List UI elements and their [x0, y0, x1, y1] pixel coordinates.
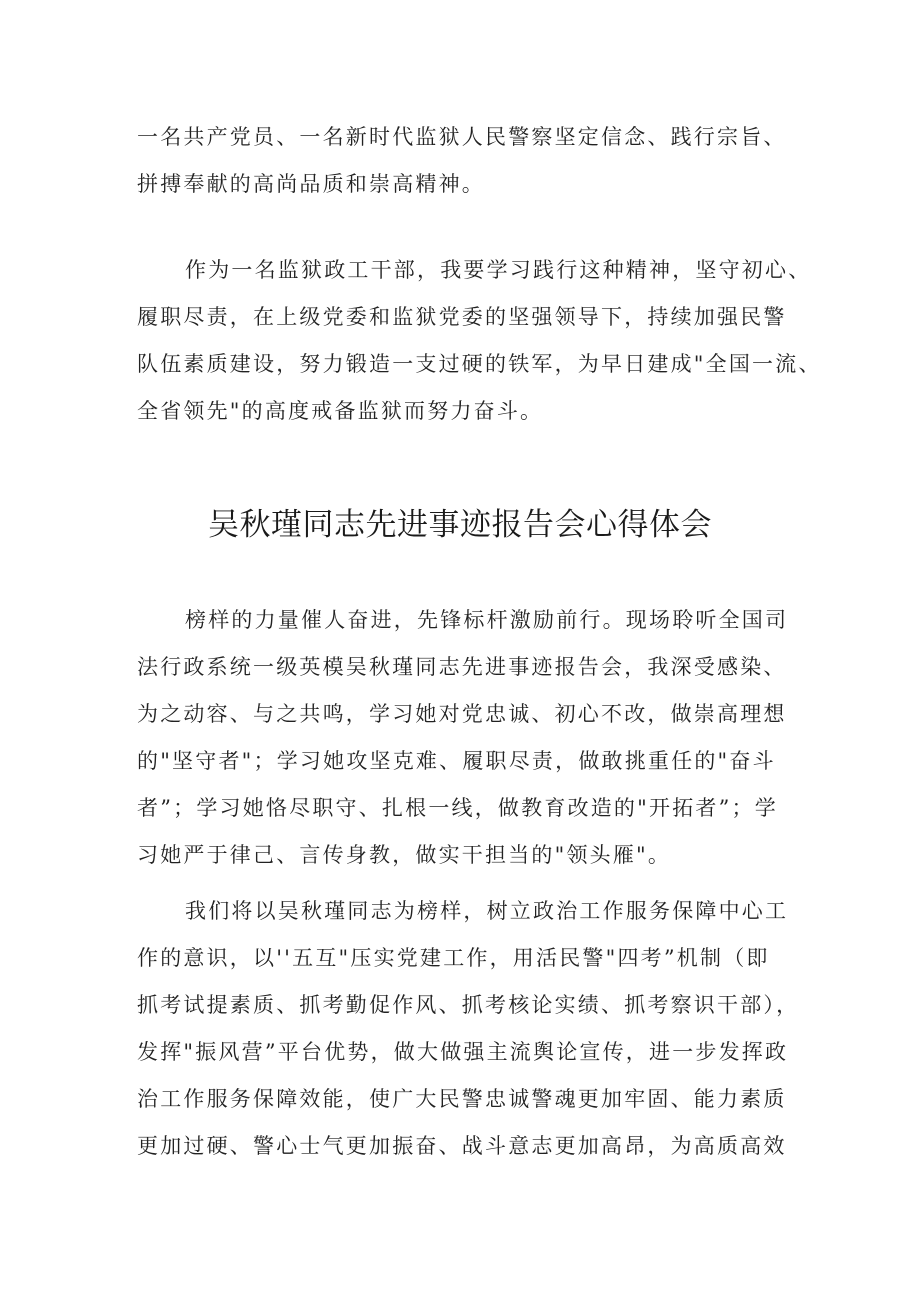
text-line: 拼搏奉献的高尚品质和崇高精神。 — [137, 172, 485, 196]
paragraph-role-model — [137, 597, 797, 879]
paragraph-continuation — [137, 114, 797, 208]
text-line: 者”；学习她恪尽职守、扎根一线，做教育改造的"开拓者”；学 — [137, 796, 778, 820]
text-line: 履职尽责，在上级党委和监狱党委的坚强领导下，持续加强民警 — [137, 305, 787, 329]
section-title: 吴秋瑾同志先进事迹报告会心得体会 — [208, 507, 712, 543]
text-line: 抓考试提素质、抓考勤促作风、抓考核论实绩、抓考察识干部）， — [137, 993, 800, 1017]
paragraph-action-plan — [137, 888, 800, 1170]
text-line: 法行政系统一级英模吴秋瑾同志先进事迹报告会，我深受感染、 — [137, 655, 787, 679]
text-line: 榜样的力量催人奋进，先锋标杆激励前行。现场聆听全国司 — [185, 608, 789, 632]
text-line: 发挥"振风营”平台优势，做大做强主流舆论宣传，进一步发挥政 — [137, 1040, 789, 1064]
text-line: 我们将以吴秋瑾同志为榜样，树立政治工作服务保障中心工 — [185, 899, 789, 923]
paragraph-commitment — [137, 247, 822, 435]
text-line: 为之动容、与之共鸣，学习她对党忠诚、初心不改，做崇高理想 — [137, 702, 787, 726]
text-line: 队伍素质建设，努力锻造一支过硬的铁军，为早日建成"全国一流、 — [137, 352, 822, 376]
text-line: 习她严于律己、言传身教，做实干担当的"领头雁"。 — [137, 843, 672, 867]
text-line: 全省领先"的高度戒备监狱而努力奋斗。 — [137, 399, 544, 423]
text-line: 作的意识，以''五互"压实党建工作，用活民警"四考”机制（即 — [137, 946, 770, 970]
text-line: 的"坚守者"；学习她攻坚克难、履职尽责，做敢挑重任的"奋斗 — [137, 749, 776, 773]
text-line: 作为一名监狱政工干部，我要学习践行这种精神，坚守初心、 — [185, 258, 812, 282]
text-line: 一名共产党员、一名新时代监狱人民警察坚定信念、践行宗旨、 — [137, 125, 787, 149]
text-line: 更加过硬、警心士气更加振奋、战斗意志更加高昂，为高质高效 — [137, 1134, 787, 1158]
text-line: 治工作服务保障效能，使广大民警忠诚警魂更加牢固、能力素质 — [137, 1087, 787, 1111]
